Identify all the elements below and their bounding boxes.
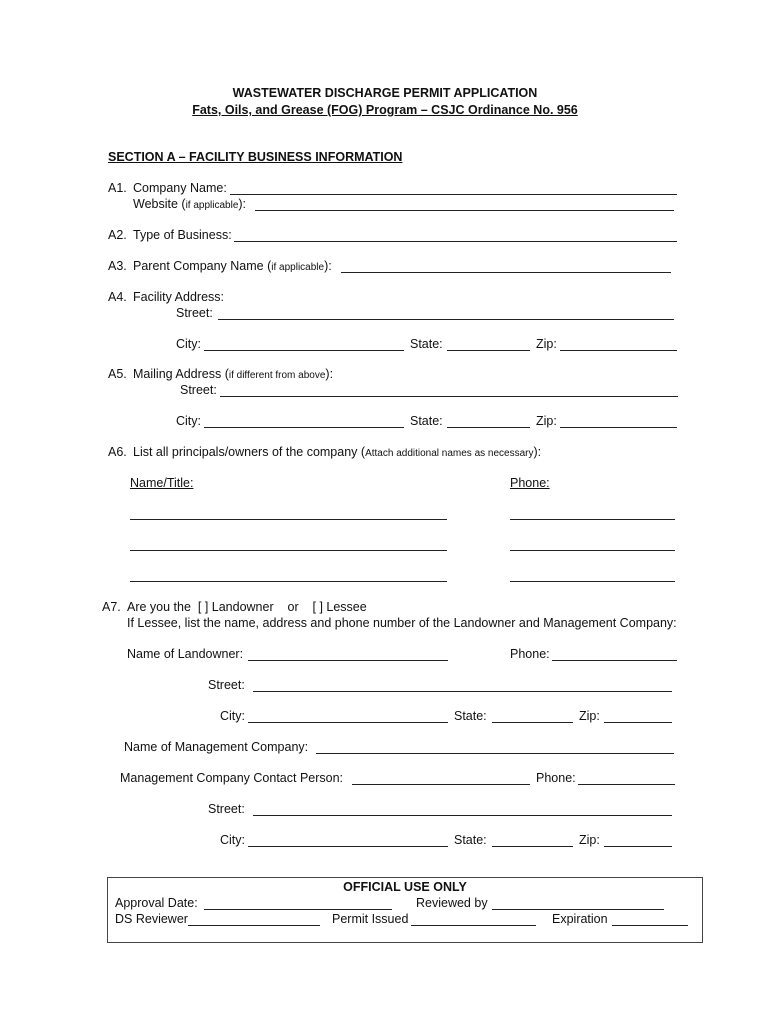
management-city-field[interactable] [248,846,448,847]
landowner-name-label: Name of Landowner: [127,647,244,661]
name-title-column-header: Name/Title: [130,476,194,490]
landowner-city-field[interactable] [248,722,448,723]
management-street-label: Street: [208,802,245,816]
mailing-city-label: City: [176,414,201,428]
mailing-state-label: State: [410,414,443,428]
a4-number: A4. [108,290,127,304]
facility-state-label: State: [410,337,443,351]
contact-person-field[interactable] [352,784,530,785]
expiration-field[interactable] [612,925,688,926]
reviewed-by-field[interactable] [492,909,664,910]
facility-zip-field[interactable] [560,350,677,351]
type-of-business-label: Type of Business: [133,228,232,242]
ds-reviewer-field[interactable] [188,925,320,926]
principal-phone-field[interactable] [510,519,675,520]
permit-issued-field[interactable] [411,925,536,926]
a6-number: A6. [108,445,127,459]
parent-company-field[interactable] [341,272,671,273]
contact-person-label: Management Company Contact Person: [120,771,344,785]
facility-city-field[interactable] [204,350,404,351]
landowner-state-label: State: [454,709,487,723]
landowner-zip-field[interactable] [604,722,672,723]
management-city-label: City: [220,833,245,847]
permit-issued-label: Permit Issued [332,912,409,926]
mailing-state-field[interactable] [447,427,530,428]
landowner-zip-label: Zip: [579,709,600,723]
landowner-state-field[interactable] [492,722,573,723]
principal-name-field[interactable] [130,519,447,520]
principal-phone-field[interactable] [510,581,675,582]
landowner-name-field[interactable] [248,660,448,661]
contact-phone-field[interactable] [578,784,675,785]
official-use-heading: OFFICIAL USE ONLY [343,880,467,894]
parent-company-label: Parent Company Name (if applicable): [133,259,332,273]
a5-number: A5. [108,367,127,381]
a2-number: A2. [108,228,127,242]
mailing-zip-field[interactable] [560,427,677,428]
management-company-field[interactable] [316,753,674,754]
approval-date-field[interactable] [204,909,392,910]
facility-state-field[interactable] [447,350,530,351]
expiration-label: Expiration [552,912,608,926]
mailing-address-label: Mailing Address (if different from above): [133,367,334,381]
principal-phone-field[interactable] [510,550,675,551]
a7-number: A7. [102,600,121,614]
lessee-instruction: If Lessee, list the name, address and phone number of the Landowner and Management Company: [127,616,677,630]
approval-date-label: Approval Date: [115,896,198,910]
landowner-lessee-question: Are you the [ ] Landowner or [ ] Lessee [127,600,367,614]
a3-number: A3. [108,259,127,273]
form-subtitle: Fats, Oils, and Grease (FOG) Program – CSJC Ordinance No. 956 [192,103,578,117]
website-label: Website (if applicable): [133,197,247,211]
management-street-field[interactable] [253,815,672,816]
facility-street-label: Street: [176,306,213,320]
principals-label: List all principals/owners of the company (Attach additional names as necessary): [133,445,542,459]
management-state-field[interactable] [492,846,573,847]
website-field[interactable] [255,210,674,211]
landowner-phone-field[interactable] [552,660,677,661]
section-a-heading: SECTION A – FACILITY BUSINESS INFORMATION [108,150,403,164]
management-zip-label: Zip: [579,833,600,847]
contact-phone-label: Phone: [536,771,576,785]
principal-name-field[interactable] [130,550,447,551]
phone-column-header: Phone: [510,476,550,490]
a1-number: A1. [108,181,127,195]
mailing-zip-label: Zip: [536,414,557,428]
mailing-street-field[interactable] [220,396,678,397]
landowner-city-label: City: [220,709,245,723]
management-state-label: State: [454,833,487,847]
landowner-phone-label: Phone: [510,647,550,661]
company-name-label: Company Name: [133,181,227,195]
landowner-street-field[interactable] [253,691,672,692]
facility-zip-label: Zip: [536,337,557,351]
company-name-field[interactable] [230,194,677,195]
reviewed-by-label: Reviewed by [416,896,488,910]
management-company-label: Name of Management Company: [124,740,309,754]
ds-reviewer-label: DS Reviewer [115,912,188,926]
form-title: WASTEWATER DISCHARGE PERMIT APPLICATION [232,86,538,100]
landowner-street-label: Street: [208,678,245,692]
type-of-business-field[interactable] [234,241,677,242]
management-zip-field[interactable] [604,846,672,847]
facility-address-label: Facility Address: [133,290,225,304]
principal-name-field[interactable] [130,581,447,582]
facility-street-field[interactable] [218,319,674,320]
mailing-street-label: Street: [180,383,217,397]
mailing-city-field[interactable] [204,427,404,428]
facility-city-label: City: [176,337,201,351]
